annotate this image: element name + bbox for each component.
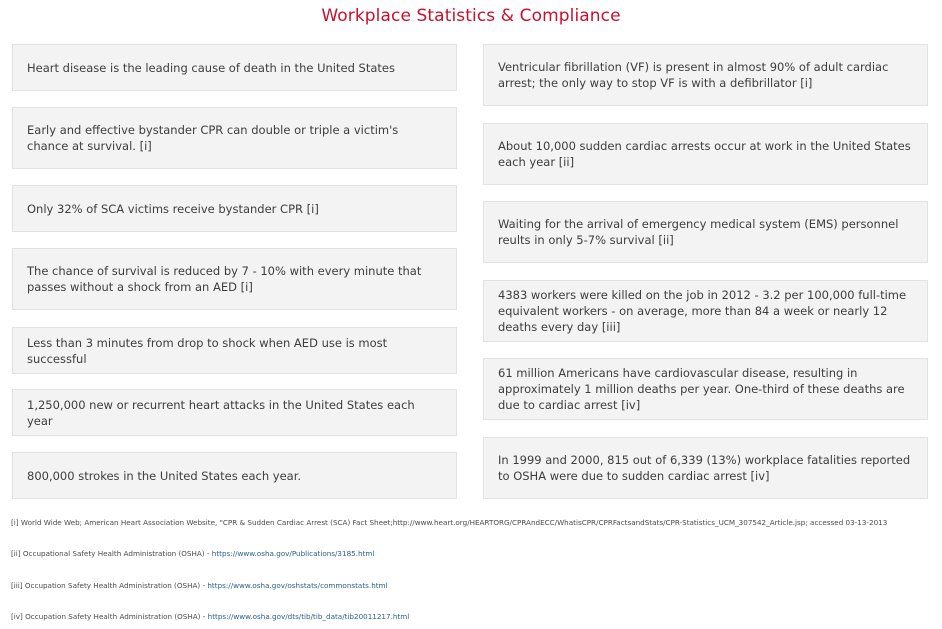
stat-card [12, 389, 457, 436]
stat-text: 800,000 strokes in the United States each year. [27, 468, 302, 483]
footnote-link[interactable]: https://www.osha.gov/Publications/3185.html [211, 549, 375, 558]
stat-card [12, 248, 457, 310]
stat-card [12, 107, 457, 169]
footnote-link[interactable]: https://www.osha.gov/oshstats/commonstats.html [207, 581, 388, 590]
stat-card [483, 358, 928, 420]
stat-card [12, 452, 457, 499]
footnote-3 [11, 581, 931, 590]
stat-text: Heart disease is the leading cause of death in the United States [27, 60, 395, 75]
stat-text: Early and effective bystander CPR can double or triple a victim's chance at survival. [i] [27, 123, 399, 153]
stat-text: In 1999 and 2000, 815 out of 6,339 (13%) workplace fatalities reported to OSHA were due to sudden cardiac arrest [iv] [498, 453, 911, 483]
stat-text: The chance of survival is reduced by 7 - 10% with every minute that passes without a shock from an AED [i] [27, 264, 422, 294]
footnote-1 [11, 518, 931, 527]
footnote-text: [i] World Wide Web; American Heart Association Website, "CPR & Sudden Cardiac Arrest (SCA) Fact Sheet;http://www.heart.org/HEARTORG/CPRAndECC/WhatisCPR/CPRFactsandStats/CPR-Statistics_UCM_307542_Article.jsp; accessed 03-13-2013 [11, 518, 888, 527]
stat-card [483, 44, 928, 106]
stat-text: 4383 workers were killed on the job in 2012 - 3.2 per 100,000 full-time equivalent workers - on average, more than 84 a week or nearly 12 deaths every day [iii] [498, 288, 907, 334]
footnote-4 [11, 612, 931, 621]
stat-card [12, 185, 457, 232]
footnote-text: [ii] Occupational Safety Health Administration (OSHA) - [11, 549, 212, 558]
stat-text: Less than 3 minutes from drop to shock when AED use is most successful [27, 335, 388, 366]
footnote-text: [iii] Occupation Safety Health Administration (OSHA) - [11, 581, 208, 590]
stat-text: About 10,000 sudden cardiac arrests occur at work in the United States each year [ii] [498, 139, 911, 169]
stat-card [483, 201, 928, 263]
stat-text: 61 million Americans have cardiovascular disease, resulting in approximately 1 million deaths per year. One-third of these deaths are due to cardiac arrest [iv] [498, 366, 905, 412]
stat-text: Waiting for the arrival of emergency medical system (EMS) personnel reults in only 5-7% survival [ii] [498, 217, 899, 247]
stat-card [483, 280, 928, 342]
page-title: Workplace Statistics & Compliance [321, 6, 621, 26]
footnote-text: [iv] Occupation Safety Health Administration (OSHA) - [11, 612, 208, 621]
stat-text: Ventricular fibrillation (VF) is present in almost 90% of adult cardiac arrest; the only way to stop VF is with a defibrillator [i] [498, 60, 889, 90]
stat-text: Only 32% of SCA victims receive bystander CPR [i] [27, 201, 319, 216]
stat-card [483, 437, 928, 499]
footnote-link[interactable]: https://www.osha.gov/dts/tib/tib_data/tib20011217.html [207, 612, 410, 621]
stat-card [12, 44, 457, 91]
footnote-2 [11, 549, 931, 558]
stat-card [483, 123, 928, 185]
stat-card [12, 327, 457, 374]
stat-text: 1,250,000 new or recurrent heart attacks in the United States each year [27, 397, 415, 428]
